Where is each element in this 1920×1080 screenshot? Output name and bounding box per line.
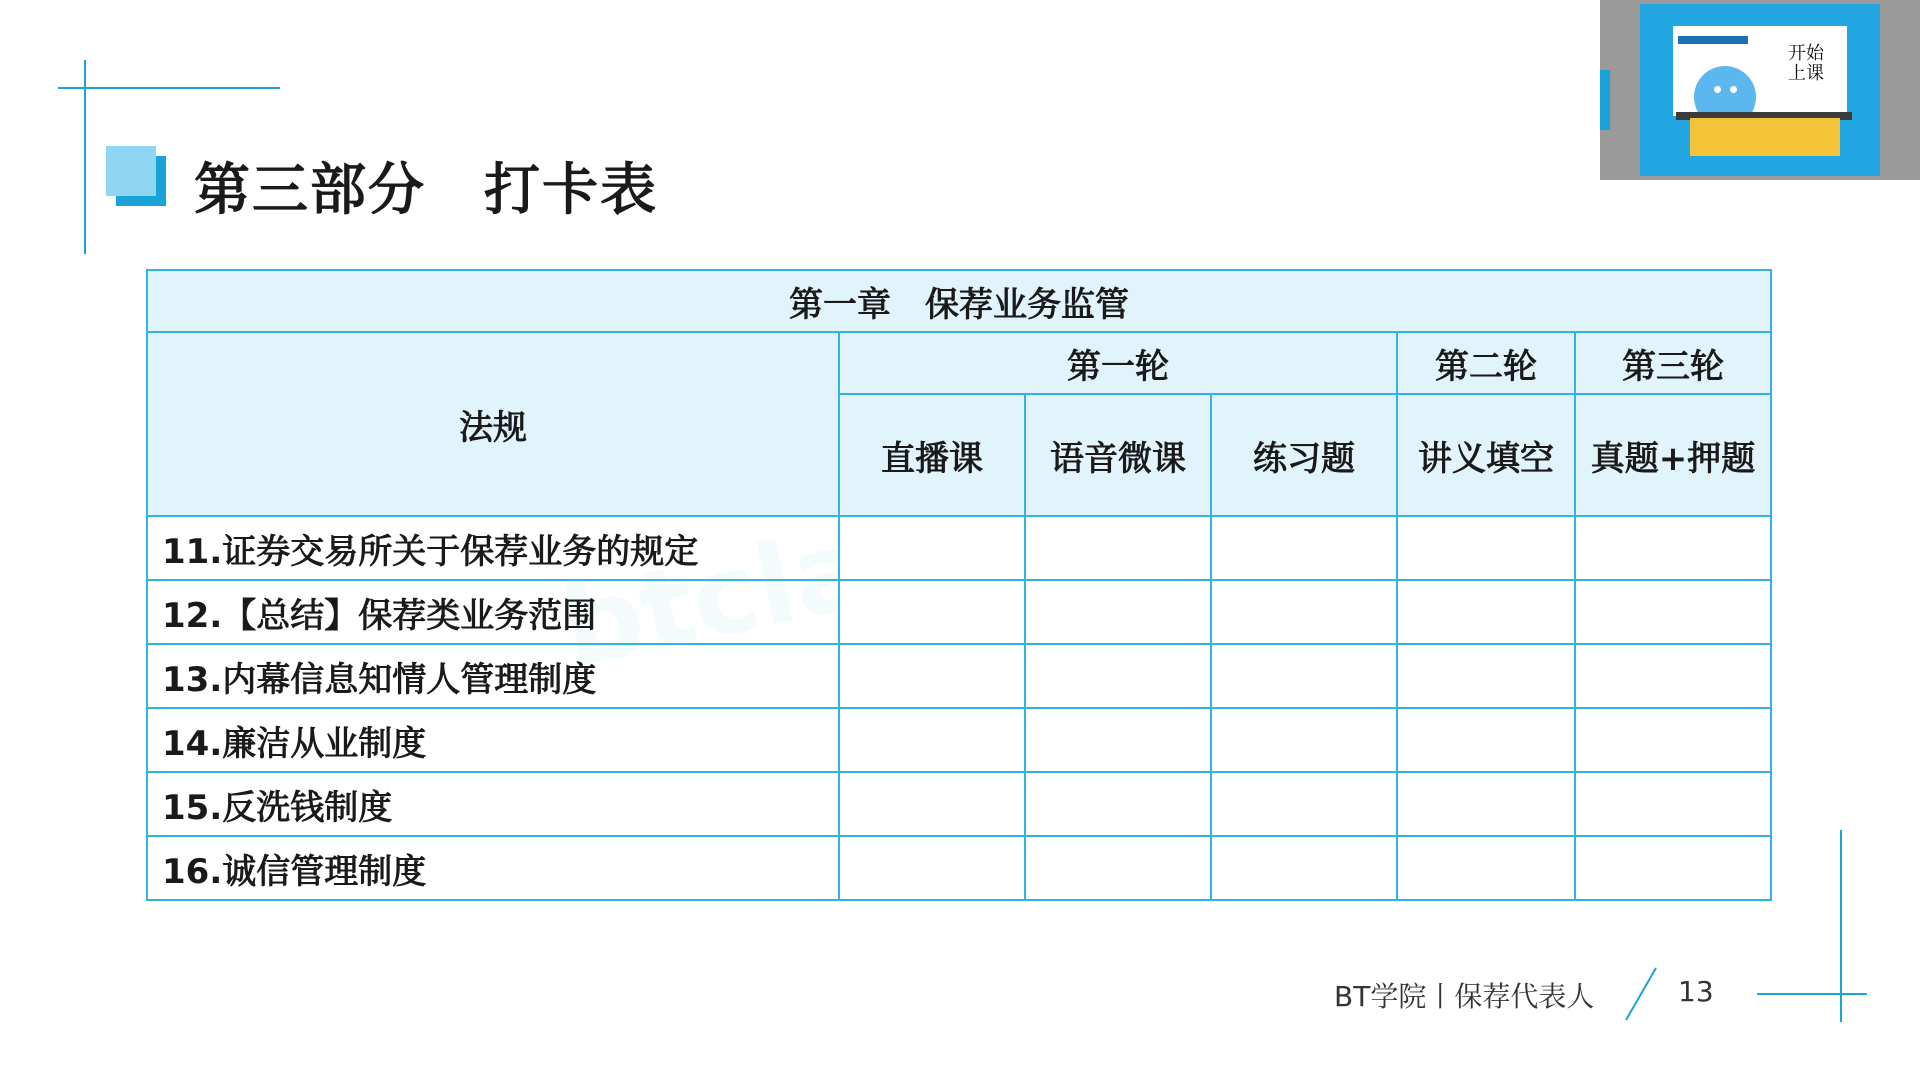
- title-square-icon: [106, 146, 170, 210]
- table-row: [147, 708, 1771, 772]
- checkin-cell[interactable]: [1211, 708, 1397, 772]
- checkin-cell[interactable]: [1575, 516, 1771, 580]
- checkin-cell[interactable]: [839, 516, 1025, 580]
- checkin-cell[interactable]: [1025, 772, 1211, 836]
- table-row: [147, 516, 1771, 580]
- decorative-line-bottom-right-h: [1757, 993, 1867, 995]
- checkin-cell[interactable]: [1575, 580, 1771, 644]
- round-1-header: 第一轮: [839, 332, 1397, 394]
- checkin-cell[interactable]: [1211, 772, 1397, 836]
- checkin-cell[interactable]: [839, 772, 1025, 836]
- checkin-cell[interactable]: [1025, 516, 1211, 580]
- footer-brand: BT学院丨保荐代表人: [1334, 980, 1595, 1013]
- checkin-table-container: [146, 269, 1770, 901]
- decorative-line-left: [84, 60, 86, 254]
- table-row: [147, 836, 1771, 900]
- law-name: 13.内幕信息知情人管理制度: [147, 644, 839, 708]
- checkin-cell[interactable]: [1211, 516, 1397, 580]
- table-row: [147, 772, 1771, 836]
- checkin-cell[interactable]: [1397, 580, 1575, 644]
- checkin-cell[interactable]: [1575, 708, 1771, 772]
- video-thumbnail[interactable]: [1600, 0, 1920, 180]
- category-header: 练习题: [1211, 394, 1397, 516]
- category-header: 真题+押题: [1575, 394, 1771, 516]
- law-name: 12.【总结】保荐类业务范围: [147, 580, 839, 644]
- checkin-cell[interactable]: [1025, 644, 1211, 708]
- checkin-cell[interactable]: [1211, 644, 1397, 708]
- checkin-cell[interactable]: [1397, 516, 1575, 580]
- checkin-cell[interactable]: [839, 708, 1025, 772]
- watermark: btclass: [551, 475, 1008, 693]
- round-3-header: 第三轮: [1575, 332, 1771, 394]
- category-header: 语音微课: [1025, 394, 1211, 516]
- checkin-cell[interactable]: [839, 836, 1025, 900]
- footer-divider: [1625, 968, 1657, 1021]
- law-column-header: 法规: [147, 332, 839, 516]
- checkin-cell[interactable]: [1211, 580, 1397, 644]
- checkin-cell[interactable]: [1575, 772, 1771, 836]
- checkin-cell[interactable]: [839, 580, 1025, 644]
- table-row: [147, 644, 1771, 708]
- whiteboard-text: 开始上课: [1788, 43, 1824, 84]
- category-header: 讲义填空: [1397, 394, 1575, 516]
- page-title: 第三部分 打卡表: [194, 158, 658, 223]
- checkin-cell[interactable]: [1397, 708, 1575, 772]
- desk: [1690, 118, 1840, 156]
- checkin-cell[interactable]: [1397, 772, 1575, 836]
- law-name: 16.诚信管理制度: [147, 836, 839, 900]
- chapter-header: 第一章 保荐业务监管: [147, 270, 1771, 332]
- table-row: [147, 580, 1771, 644]
- logo-icon: [1678, 36, 1748, 44]
- checkin-cell[interactable]: [1397, 836, 1575, 900]
- checkin-cell[interactable]: [1025, 580, 1211, 644]
- checkin-cell[interactable]: [1025, 708, 1211, 772]
- video-edge: [1600, 70, 1610, 130]
- category-header: 直播课: [839, 394, 1025, 516]
- checkin-cell[interactable]: [839, 644, 1025, 708]
- checkin-cell[interactable]: [1025, 836, 1211, 900]
- law-name: 15.反洗钱制度: [147, 772, 839, 836]
- checkin-cell[interactable]: [1211, 836, 1397, 900]
- checkin-cell[interactable]: [1575, 644, 1771, 708]
- checkin-cell[interactable]: [1575, 836, 1771, 900]
- law-name: 14.廉洁从业制度: [147, 708, 839, 772]
- decorative-line-top: [58, 87, 280, 89]
- law-name: 11.证券交易所关于保荐业务的规定: [147, 516, 839, 580]
- checkin-cell[interactable]: [1397, 644, 1575, 708]
- round-2-header: 第二轮: [1397, 332, 1575, 394]
- page-number: 13: [1678, 975, 1714, 1008]
- checkin-table: [146, 269, 1772, 901]
